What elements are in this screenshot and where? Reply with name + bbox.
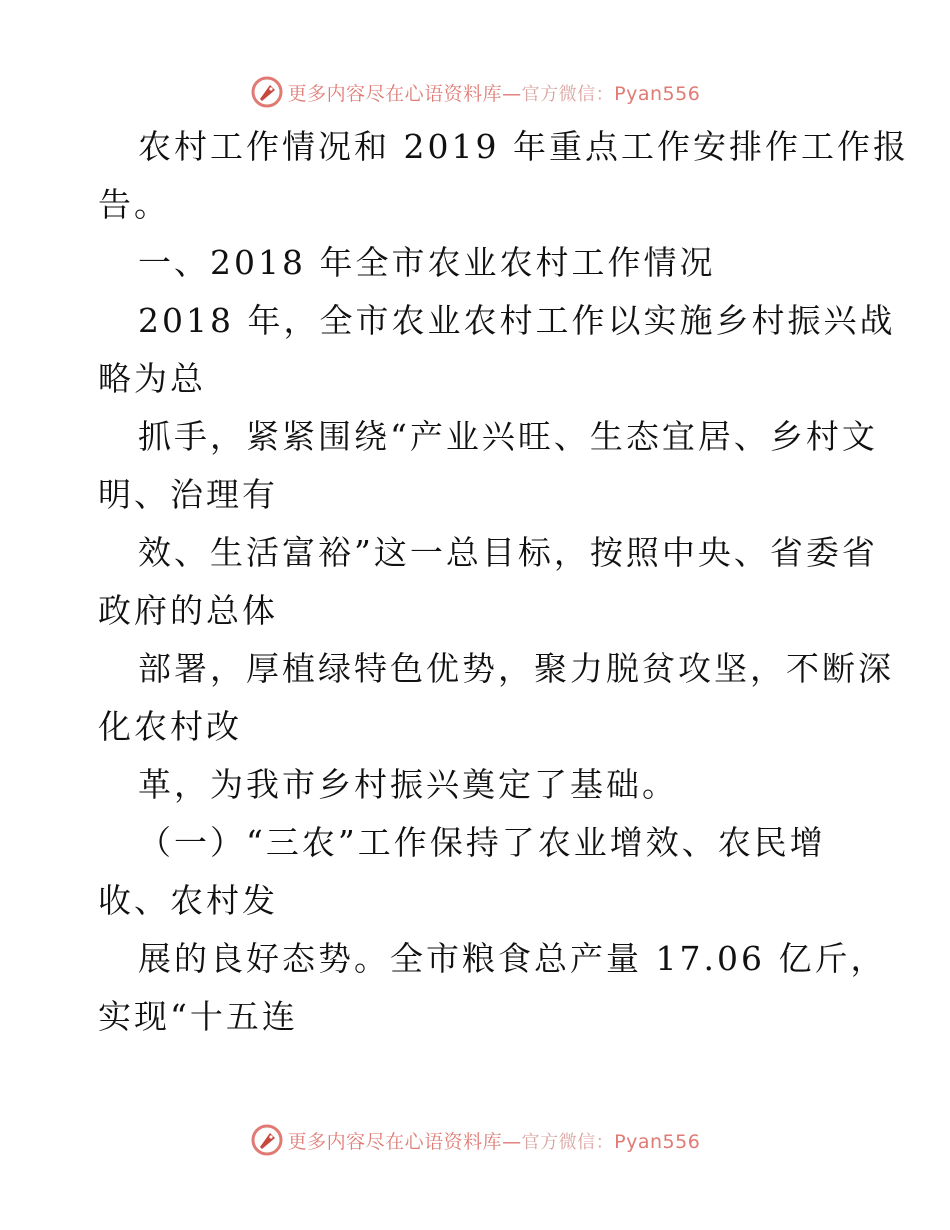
banner-main-text: 更多内容尽在心语资料库 (287, 82, 503, 105)
banner-dash: — (502, 82, 522, 105)
text-line: 部署，厚植绿特色优势，聚力脱贫攻坚，不断深 (138, 649, 894, 688)
text-line: 革，为我市乡村振兴奠定了基础。 (138, 765, 678, 804)
banner-wechat-label: 官方微信： (521, 1131, 615, 1153)
text-line: 效、生活富裕”这一总目标，按照中央、省委省 (138, 533, 878, 572)
text-line: 告。 (98, 185, 170, 224)
text-line: 展的良好态势。全市粮食总产量 17.06 亿斤， (138, 939, 887, 978)
text-line: 收、农村发 (98, 881, 278, 920)
section-heading: 一、2018 年全市农业农村工作情况 (138, 243, 716, 282)
text-line: 政府的总体 (98, 591, 278, 630)
banner-main-text: 更多内容尽在心语资料库 (287, 1130, 503, 1153)
banner-text (288, 1127, 701, 1154)
text-line: 化农村改 (98, 707, 242, 746)
text-line: 农村工作情况和 2019 年重点工作安排作工作报 (138, 127, 909, 166)
text-line: 2018 年，全市农业农村工作以实施乡村振兴战 (138, 301, 896, 340)
header-banner (0, 72, 950, 112)
banner-wechat-label: 官方微信： (521, 83, 615, 105)
banner-dash: — (502, 1130, 522, 1153)
text-line: 抓手，紧紧围绕“产业兴旺、生态宜居、乡村文 (138, 417, 878, 456)
subsection-line: （一）“三农”工作保持了农业增效、农民增 (138, 823, 826, 862)
text-line: 略为总 (98, 359, 206, 398)
banner-wechat-id: Pyan556 (614, 82, 701, 105)
footer-banner (0, 1120, 950, 1160)
pen-nib-logo-icon (250, 75, 284, 109)
banner-wechat-id: Pyan556 (614, 1130, 701, 1153)
document-body (98, 118, 909, 1046)
text-line: 实现“十五连 (98, 997, 298, 1036)
text-line: 明、治理有 (98, 475, 278, 514)
pen-nib-logo-icon (250, 1123, 284, 1157)
banner-text (288, 79, 701, 106)
